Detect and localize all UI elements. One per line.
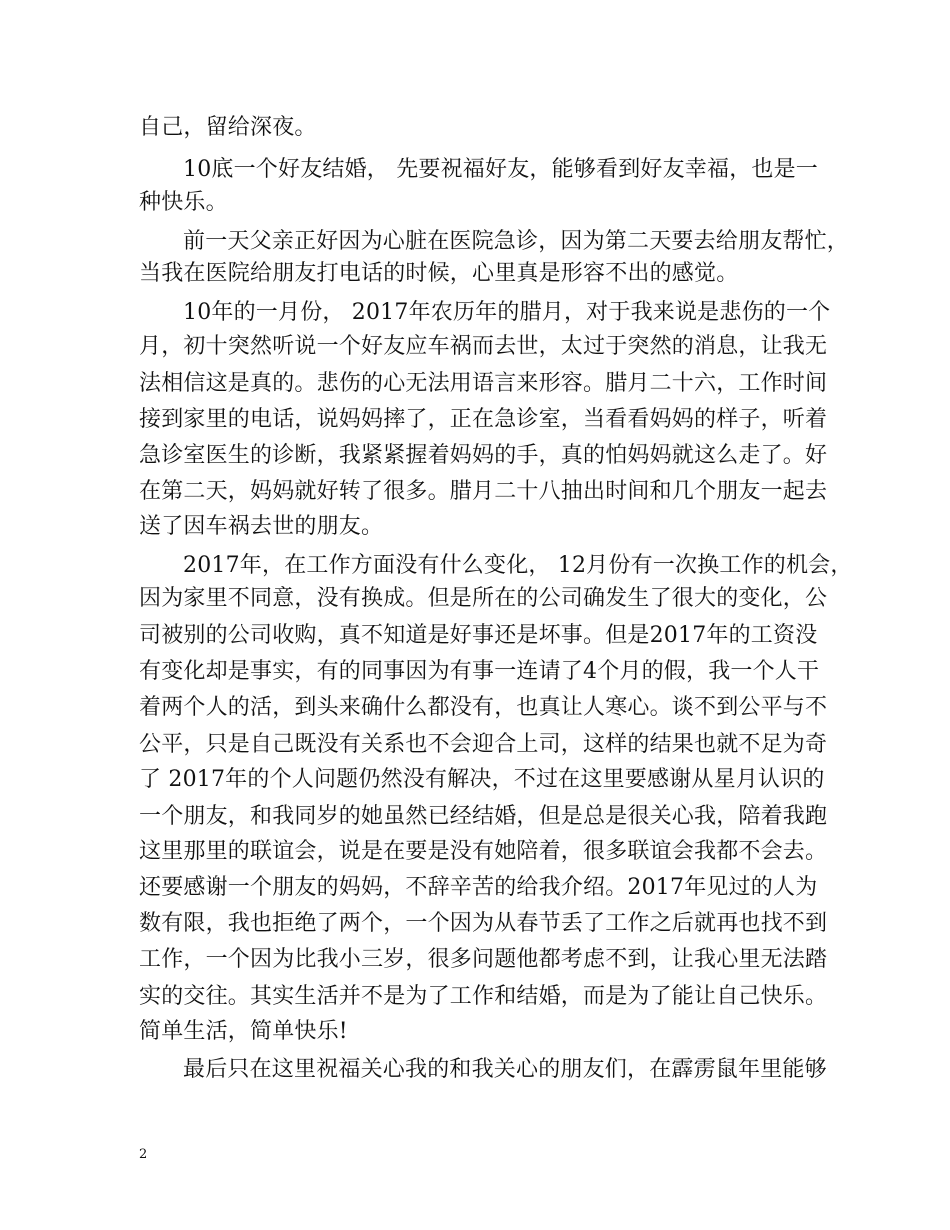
text-line: 着两个人的活，到头来确什么都没有，也真让人寒心。谈不到公平与不 — [139, 695, 828, 720]
text-line: 还要感谢一个朋友的妈妈，不辞辛苦的给我介绍。2017年见过的人为 — [139, 875, 818, 900]
text-line: 最后只在这里祝福关心我的和我关心的朋友们，在霹雳鼠年里能够 — [183, 1057, 827, 1082]
text-line: 接到家里的电话，说妈妈摔了，正在急诊室，当看看妈妈的样子，听着 — [139, 407, 828, 432]
text-line: 当我在医院给朋友打电话的时候，心里真是形容不出的感觉。 — [139, 261, 739, 286]
text-line: 送了因车祸去世的朋友。 — [139, 514, 384, 539]
text-line: 这里那里的联谊会，说是在要是没有她陪着，很多联谊会我都不会去。 — [139, 839, 828, 864]
text-line: 急诊室医生的诊断，我紧紧握着妈妈的手，真的怕妈妈就这么走了。好 — [139, 443, 828, 468]
text-line: 自己，留给深夜。 — [139, 115, 317, 140]
text-line: 工作，一个因为比我小三岁，很多问题他都考虑不到，让我心里无法踏 — [139, 947, 828, 972]
text-line: 实的交往。其实生活并不是为了工作和结婚，而是为了能让自己快乐。 — [139, 984, 828, 1009]
text-line: 一个朋友，和我同岁的她虽然已经结婚，但是总是很关心我，陪着我跑 — [139, 804, 828, 829]
text-line: 因为家里不同意，没有换成。但是所在的公司确发生了很大的变化，公 — [139, 586, 828, 611]
text-line: 简单生活，简单快乐! — [139, 1019, 348, 1044]
text-line: 了 2017年的个人问题仍然没有解决，不过在这里要感谢从星月认识的 — [139, 767, 825, 792]
text-line: 数有限，我也拒绝了两个，一个因为从春节丢了工作之后就再也找不到 — [139, 911, 828, 936]
text-line: 2017年，在工作方面没有什么变化， 12月份有一次换工作的机会， — [183, 553, 853, 578]
text-line: 公平，只是自己既没有关系也不会迎合上司，这样的结果也就不足为奇 — [139, 732, 828, 757]
text-line: 有变化却是事实，有的同事因为有事一连请了4个月的假，我一个人干 — [139, 659, 820, 684]
text-line: 种快乐。 — [139, 190, 228, 215]
page-number: 2 — [139, 1147, 148, 1162]
text-line: 前一天父亲正好因为心脏在医院急诊，因为第二天要去给朋友帮忙， — [183, 229, 850, 254]
text-line: 10年的一月份， 2017年农历年的腊月，对于我来说是悲伤的一个 — [183, 300, 831, 325]
text-line: 在第二天，妈妈就好转了很多。腊月二十八抽出时间和几个朋友一起去 — [139, 479, 828, 504]
text-line: 月，初十突然听说一个好友应车祸而去世，太过于突然的消息，让我无 — [139, 334, 828, 359]
text-line: 司被别的公司收购，真不知道是好事还是坏事。但是2017年的工资没 — [139, 623, 818, 648]
text-line: 10底一个好友结婚， 先要祝福好友，能够看到好友幸福，也是一 — [183, 157, 818, 182]
text-line: 法相信这是真的。悲伤的心无法用语言来形容。腊月二十六，工作时间 — [139, 371, 828, 396]
